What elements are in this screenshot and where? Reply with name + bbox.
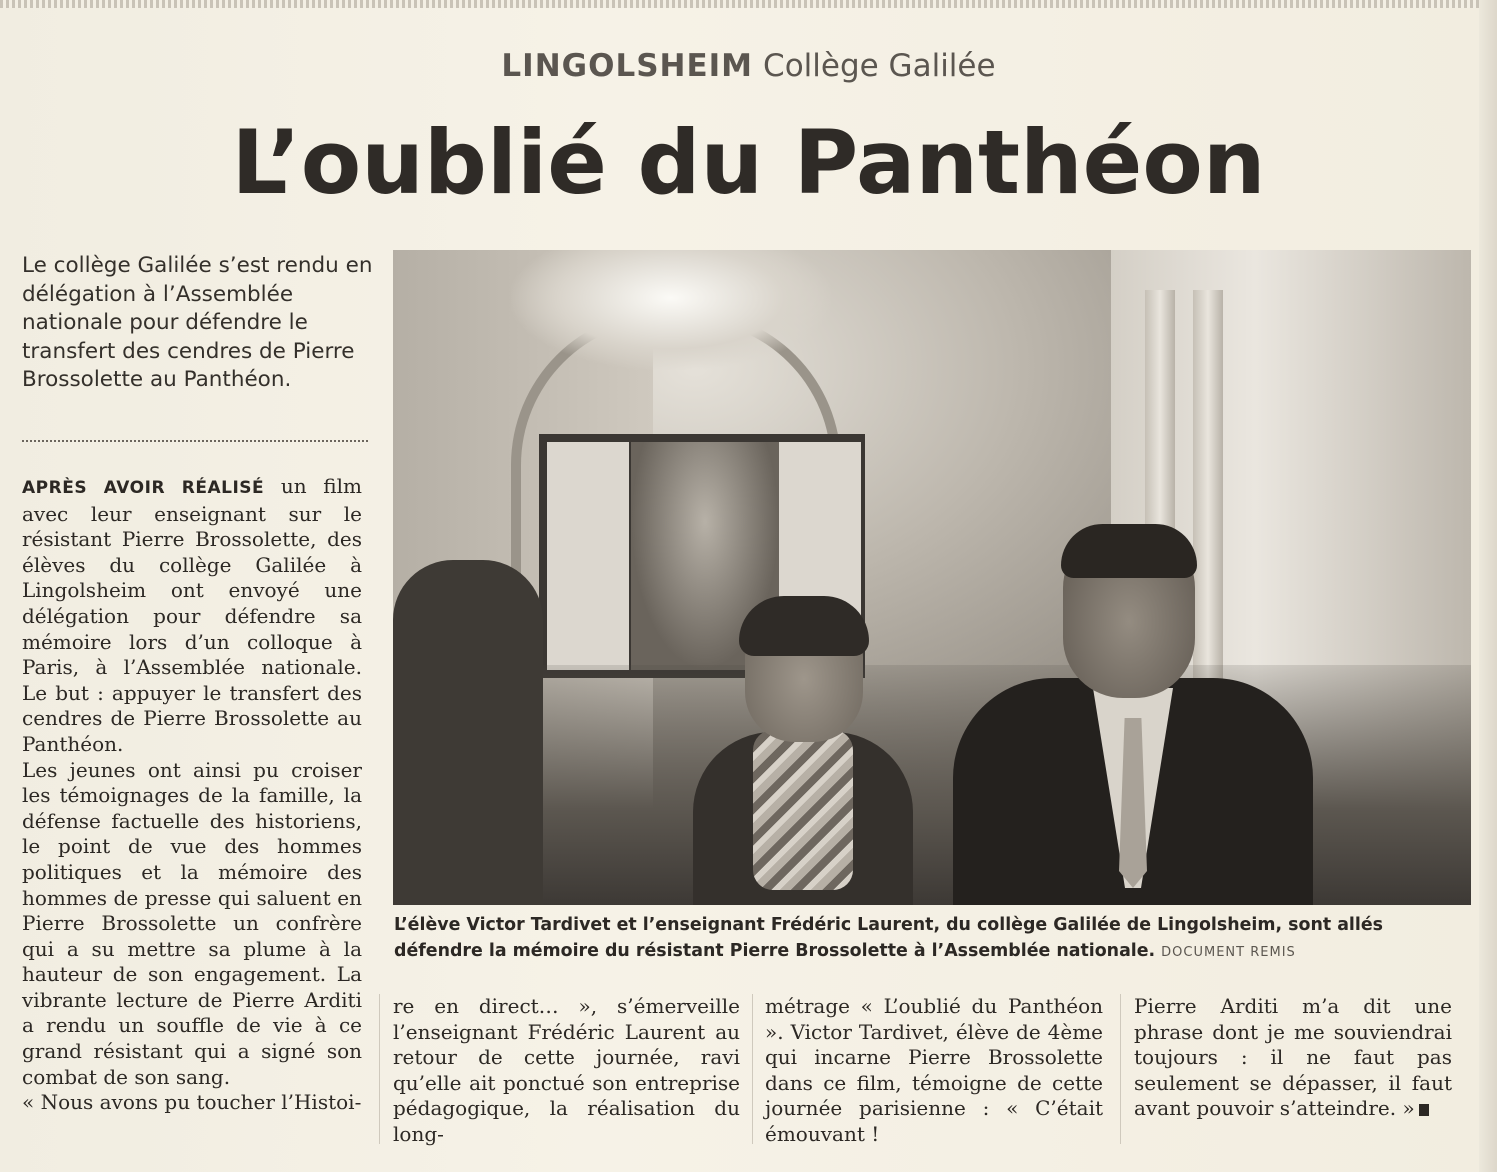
body-column-2-text: re en direct… », s’émerveille l’enseignant Frédéric Laurent au retour de cette journée, ravi qu’elle ait ponctué son entreprise pédagogique, la réalisation du long- (393, 994, 740, 1146)
article-chapeau: Le collège Galilée s’est rendu en délégation à l’Assemblée nationale pour défendre le transfert des cendres de Pierre Brossolette au Panthéon. (22, 253, 373, 392)
kicker-place: LINGOLSHEIM (501, 48, 754, 84)
lead-in: APRÈS AVOIR RÉALISÉ (22, 478, 265, 498)
article-headline: L’oublié du Panthéon (231, 111, 1266, 214)
body-paragraph-2: Les jeunes ont ainsi pu croiser les témoignages de la famille, la défense factuelle des historiens, le point de vue des hommes politiques et la mémoire des hommes de presse qui saluent en Pierre Brossolette un confrère qui a su mettre sa plume à la hauteur de son engagement. La vibrante lecture de Pierre Arditi a rendu un souffle de vie à ce grand résistant qui a signé son combat de son sang. (22, 757, 362, 1089)
body-paragraph-3: « Nous avons pu toucher l’Histoi- (22, 1090, 362, 1115)
body-column-3-text: métrage « L’oublié du Panthéon ». Victor Tardivet, élève de 4ème qui incarne Pierre Brossolette dans ce film, témoigne de cette journée parisienne : « C’était émouvant ! (765, 994, 1103, 1146)
body-paragraph-1: un film avec leur enseignant sur le résistant Pierre Brossolette, des élèves du collège Galilée à Lingolsheim ont envoyé une délégation pour défendre sa mémoire lors d’un colloque à Paris, à l’Assemblée nationale. Le but : appuyer le transfert des cendres de Pierre Brossolette au Panthéon. (22, 474, 362, 756)
caption-text: L’élève Victor Tardivet et l’enseignant Frédéric Laurent, du collège Galilée de Lingolsheim, sont allés défendre la mémoire du résistant Pierre Brossolette à l’Assemblée nationale. (394, 915, 1383, 961)
photo-student (693, 602, 913, 905)
body-column-2 (393, 994, 740, 1148)
photo-person-foreground (393, 560, 543, 905)
torn-top-edge (0, 0, 1497, 8)
photo-caption (394, 912, 1464, 966)
teacher-hair (1061, 524, 1197, 578)
body-column-1 (22, 474, 362, 1116)
end-of-article-mark (1419, 1104, 1429, 1116)
article-kicker (0, 48, 1497, 84)
student-scarf (753, 730, 853, 890)
screen-panel-left (547, 442, 629, 670)
column-rule (752, 994, 753, 1144)
kicker-subject: Collège Galilée (763, 48, 996, 84)
body-column-4 (1134, 994, 1452, 1122)
photo-teacher (953, 528, 1313, 905)
body-column-4-text: Pierre Arditi m’a dit une phrase dont je me souviendrai toujours : il ne faut pas seulement se dépasser, il faut avant pouvoir s’atteindre. » (1134, 994, 1452, 1121)
dotted-separator (22, 440, 368, 442)
photo-chandelier (511, 250, 831, 370)
article-photo (393, 250, 1471, 905)
column-rule (379, 994, 380, 1144)
column-rule (1120, 994, 1121, 1144)
body-column-3 (765, 994, 1103, 1148)
student-hair (739, 596, 869, 656)
photo-credit: DOCUMENT REMIS (1161, 945, 1296, 960)
